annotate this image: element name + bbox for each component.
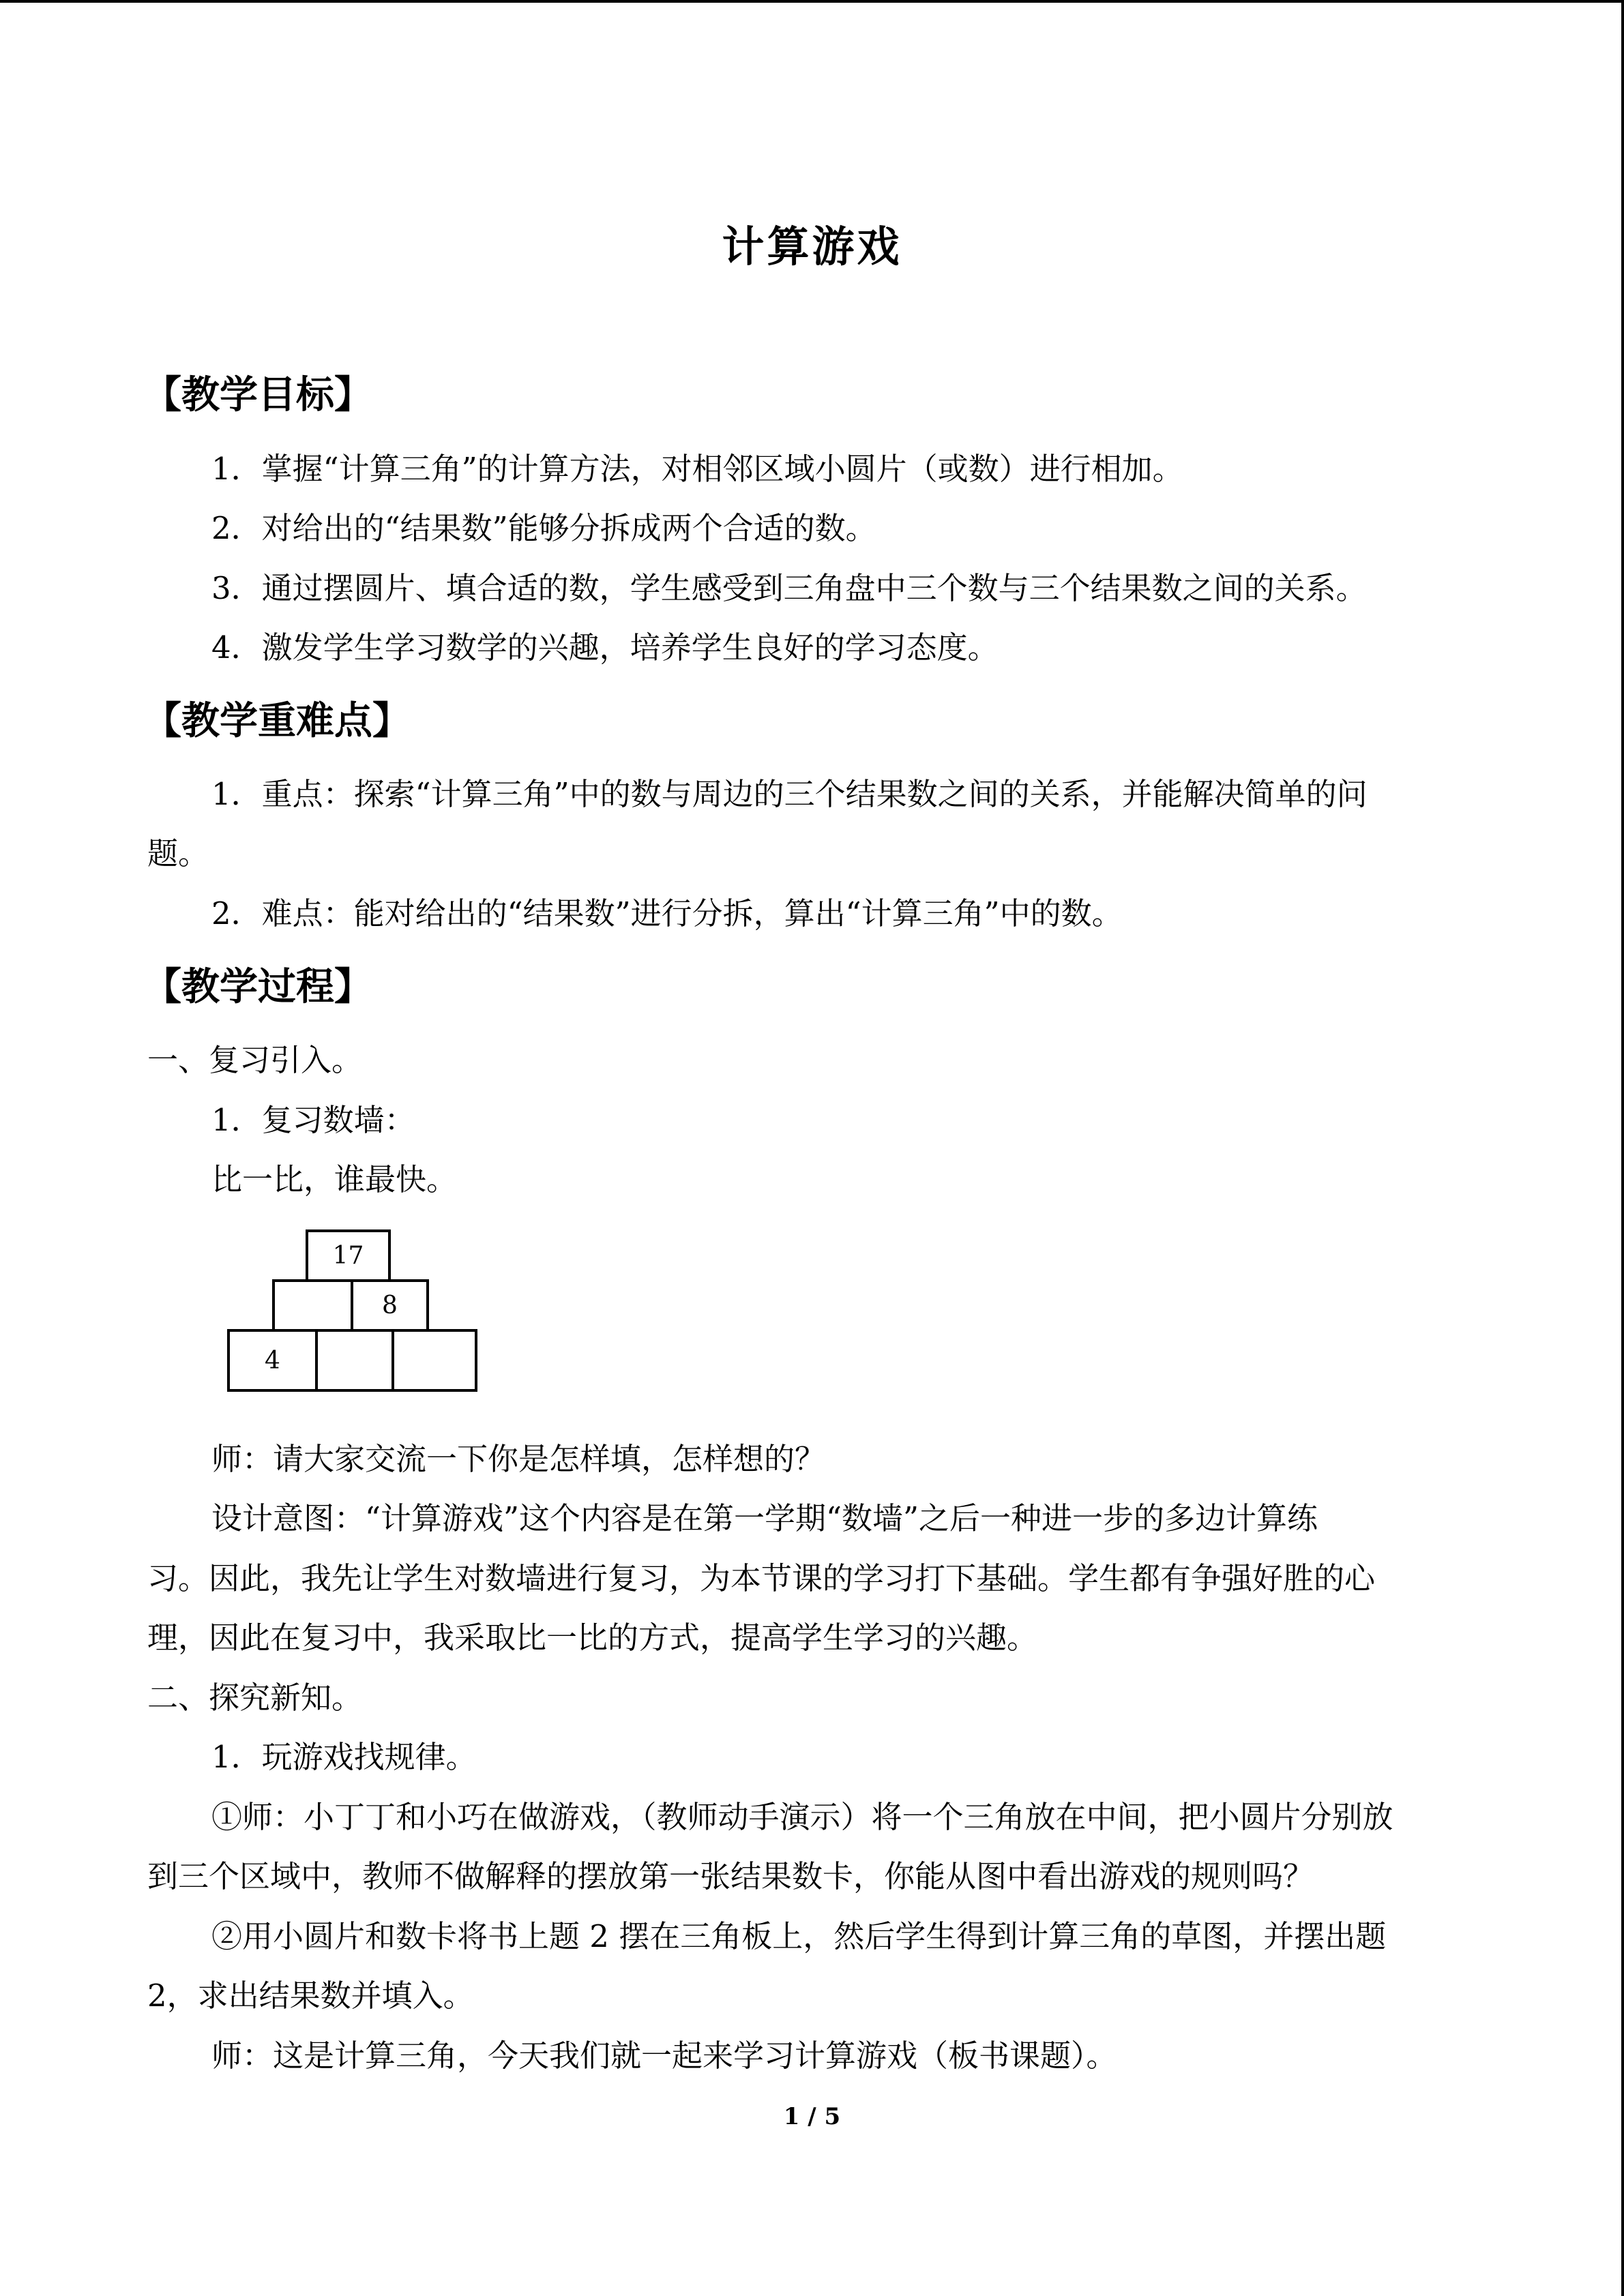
wall-cell-mid-left (272, 1279, 353, 1332)
section-heading-process: 【教学过程】 (143, 965, 372, 1009)
keypoint-item-2: 2．难点：能对给出的“结果数”进行分拆，算出“计算三角”中的数。 (211, 895, 1123, 931)
page-top-border (0, 0, 1624, 3)
page-title: 计算游戏 (722, 222, 902, 271)
step2-line1: ②用小圆片和数卡将书上题 2 摆在三角板上，然后学生得到计算三角的草图，并摆出题 (211, 1918, 1387, 1954)
part1-title: 一、复习引入。 (147, 1042, 363, 1078)
goal-item-3: 3．通过摆圆片、填合适的数，学生感受到三角盘中三个数与三个结果数之间的关系。 (211, 570, 1367, 606)
wall-cell-bottom-mid (315, 1329, 394, 1392)
section-heading-keypoints: 【教学重难点】 (143, 699, 411, 743)
compare-text: 比一比，谁最快。 (211, 1161, 458, 1197)
review-title: 1．复习数墙： (211, 1102, 415, 1138)
page-number: 1 / 5 (783, 2103, 841, 2130)
part2-title: 二、探究新知。 (147, 1680, 363, 1716)
page-right-border (1621, 0, 1624, 2296)
wall-cell-bottom-right (392, 1329, 477, 1392)
wall-cell-mid-right: 8 (351, 1279, 429, 1332)
goal-item-2: 2．对给出的“结果数”能够分拆成两个合适的数。 (211, 510, 876, 546)
design-intent-line1: 设计意图：“计算游戏”这个内容是在第一学期“数墙”之后一种进一步的多边计算练 (211, 1500, 1318, 1536)
keypoint-item-1-line1: 1．重点：探索“计算三角”中的数与周边的三个结果数之间的关系，并能解决简单的问 (211, 776, 1368, 812)
teacher-end: 师：这是计算三角，今天我们就一起来学习计算游戏（板书课题）。 (211, 2038, 1117, 2074)
section-heading-goals: 【教学目标】 (143, 373, 372, 417)
goal-item-4: 4．激发学生学习数学的兴趣，培养学生良好的学习态度。 (211, 629, 999, 666)
step1-line1: ①师：小丁丁和小巧在做游戏，（教师动手演示）将一个三角放在中间，把小圆片分别放 (211, 1799, 1393, 1835)
wall-cell-top: 17 (306, 1229, 391, 1282)
keypoint-item-1-line2: 题。 (147, 835, 209, 871)
design-intent-line2: 习。因此，我先让学生对数墙进行复习，为本节课的学习打下基础。学生都有争强好胜的心 (147, 1560, 1376, 1596)
teacher-question: 师：请大家交流一下你是怎样填，怎样想的？ (211, 1441, 826, 1477)
step1-line2: 到三个区域中，教师不做解释的摆放第一张结果数卡，你能从图中看出游戏的规则吗？ (147, 1858, 1314, 1894)
design-intent-line3: 理，因此在复习中，我采取比一比的方式，提高学生学习的兴趣。 (147, 1620, 1038, 1656)
step2-line2: 2，求出结果数并填入。 (147, 1978, 474, 2014)
goal-item-1: 1．掌握“计算三角”的计算方法，对相邻区域小圆片（或数）进行相加。 (211, 451, 1183, 487)
wall-cell-bottom-left: 4 (227, 1329, 318, 1392)
play-title: 1．玩游戏找规律。 (211, 1739, 477, 1775)
